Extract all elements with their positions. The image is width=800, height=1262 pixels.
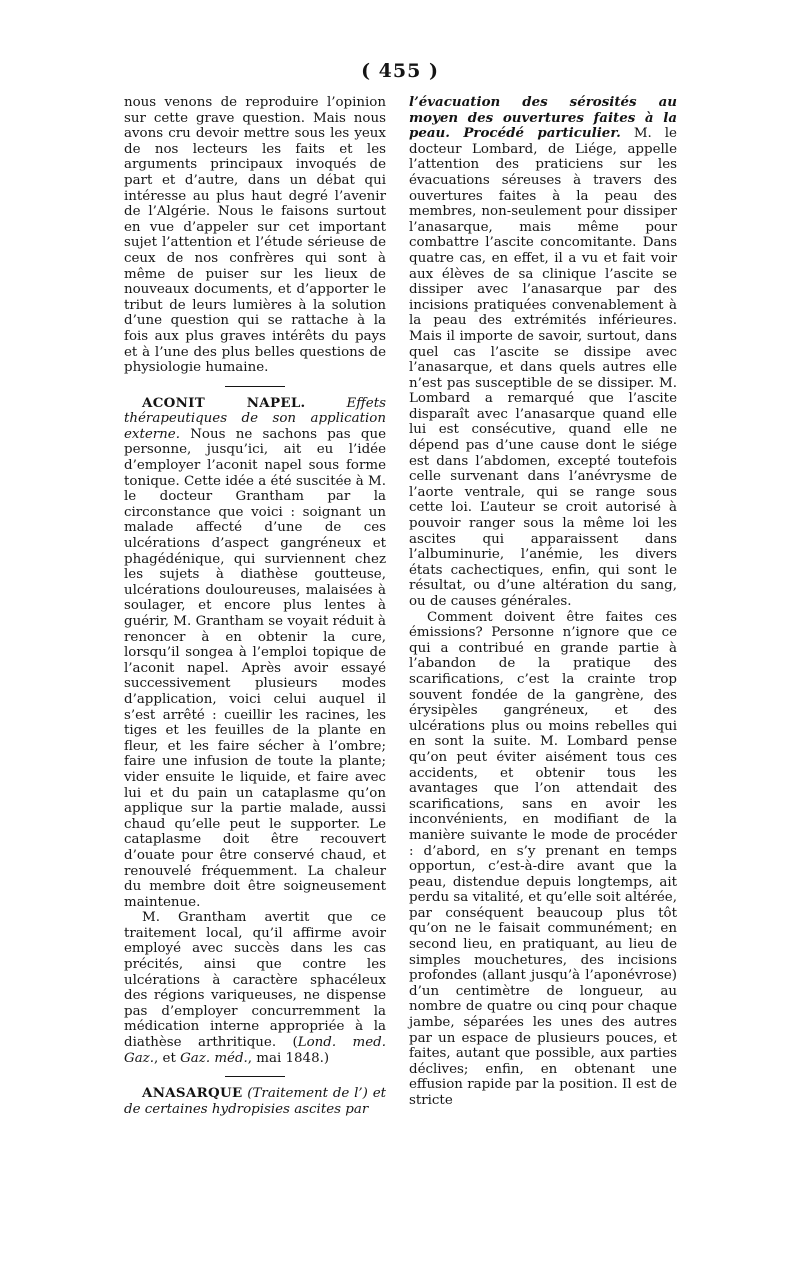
anasarque-article xyxy=(409,95,677,610)
anasarque-heading: ANASARQUE xyxy=(142,1085,243,1102)
aconit-heading: ACONIT NAPEL. xyxy=(142,394,306,411)
grantham-body: M. Grantham avertit que ce traitement local, qu’il affirme avoir employé avec succès dans les cas précités, ainsi que contre les ulcérations à caractère sphacéleux des régions variqueuses, ne dispense pas d’employer concurremment la médication interne appropriée à la diathèse arthritique. ( xyxy=(124,910,386,1051)
anasarque-title-continued: l’évacuation des sérosités au moyen des ouvertures faites à la peau. Procédé particulier. xyxy=(409,94,677,142)
anasarque-heading-block xyxy=(124,1086,386,1117)
page-number: ( 455 ) xyxy=(361,60,439,82)
emissions-paragraph: Comment doivent être faites ces émissions? Personne n’ignore que ce qui a contribué en grande partie à l’abandon de la pratique des scarifications, c’est la crainte trop souvent fondée de la gangrène, des érysipèles gangréneux, et des ulcérations plus ou moins rebelles qui en sont la suite. M. Lombard pense qu’on peut éviter aisément tous ces accidents, et obtenir tous les avantages que l’on attendait des scarifications, sans en avoir les inconvénients, en modifiant de la manière suivante le mode de procéder : d’abord, en s’y prenant en temps opportun, c’est-à-dire avant que la peau, distendue depuis longtemps, ait perdu sa vitalité, et qu’elle soit altérée, par conséquent beaucoup plus tôt qu’on ne le faisait communément; en second lieu, en pratiquant, au lieu de simples mouchetures, des incisions profondes (allant jusqu’à l’aponévrose) d’un centimètre de longueur, au nombre de quatre ou cinq pour chaque jambe, séparées les unes des autres par un espace de plusieurs pouces, et faites, autant que possible, aux parties déclives; enfin, en obtenant une effusion rapide par la position. Il est de stricte xyxy=(409,609,677,1108)
citation-lond-med-gaz: Lond. med. Gaz. xyxy=(124,1035,386,1066)
anasarque-title-et: et xyxy=(367,1086,387,1102)
section-divider-1 xyxy=(225,386,285,387)
anasarque-title-part-1: (Traitement de l’) xyxy=(247,1086,368,1102)
citation-date: , mai 1848.) xyxy=(247,1050,330,1066)
aconit-body: Nous ne sachons pas que personne, jusqu’ici, ait eu l’idée d’employer l’aconit napel sous forme tonique. Cette idée a été suscitée à M. le docteur Grantham par la circonstance que voici : soignant un malade affecté d’une de ces ulcérations d’aspect gangréneux et phagédénique, qui surviennent chez les sujets à diathèse goutteuse, ulcérations douloureuses, malaisées à soulager, et encore plus lentes à guérir, M. Grantham se voyait réduit à renoncer à en obtenir la cure, lorsqu’il songea à l’emploi topique de l’aconit napel. Après avoir essayé successivement plusieurs modes d’application, voici celui auquel il s’est arrêté : cueillir les racines, les tiges et les feuilles de la plante en fleur, et les faire sécher à l’ombre; faire une infusion de toute la plante; vider ensuite le liquide, et faire avec lui et du pain un cataplasme qu’on applique sur la partie malade, aussi chaud qu’elle peut le supporter. Le cataplasme doit être recouvert d’ouate pour être conservé chaud, et renouvelé fréquemment. La chaleur du membre doit être soigneusement maintenue. xyxy=(124,426,386,910)
grantham-paragraph xyxy=(124,910,386,1066)
left-column xyxy=(124,95,386,1117)
aconit-title: Effets thérapeutiques de son application externe. xyxy=(124,395,386,442)
anasarque-title-part-2: de certaines hydropisies ascites par xyxy=(124,1101,369,1117)
left-paragraph-opinion: nous venons de reproduire l’opinion sur cette grave question. Mais nous avons cru devoir mettre sous les yeux de nos lecteurs les faits et les arguments principaux invoqués de part et d’autre, dans un débat qui intéresse au plus haut degré l’avenir de l’Algérie. Nous le faisons surtout en vue d’appeler sur cet important sujet l’attention et l’étude sérieuse de ceux de nos confrères qui sont à même de puiser sur les lieux de nouveaux documents, et d’apporter le tribut de leurs lumières à la solution d’une question qui se rattache à la fois aux plus graves intérêts du pays et à l’une des plus belles questions de physiologie humaine. xyxy=(124,95,386,376)
citation-gaz-med: Gaz. méd. xyxy=(180,1050,248,1066)
section-divider-2 xyxy=(225,1076,285,1077)
citation-separator: , et xyxy=(154,1050,181,1066)
lombard-body: M. le docteur Lombard, de Liége, appelle l’attention des praticiens sur les évacuations séreuses à travers des ouvertures faites à la peau des membres, non-seulement pour dissiper l’anasarque, mais même pour combattre l’ascite concomitante. Dans quatre cas, en effet, il a vu et fait voir aux élèves de sa clinique l’ascite se dissiper avec l’anasarque par des incisions pratiquées convenablement à la peau des extrémités inférieures. Mais il importe de savoir, surtout, dans quel cas l’ascite se dissipe avec l’anasarque, et dans quels autres elle n’est pas susceptible de se dissiper. M. Lombard a remarqué que l’ascite disparaît avec l’anasarque quand elle lui est consécutive, quand elle ne dépend pas d’une cause dont le siége est dans l’abdomen, excepté toutefois celle survenant dans l’anévrysme de l’aorte ventrale, qui se range sous cette loi. L’auteur se croit autorisé à pouvoir ranger sous la même loi les ascites qui apparaissent dans l’albuminurie, l’anémie, les divers états cachectiques, enfin, qui sont le résultat, ou d’une altération du sang, ou de causes générales. xyxy=(409,126,677,609)
right-column xyxy=(409,95,677,1109)
aconit-article xyxy=(124,396,386,911)
